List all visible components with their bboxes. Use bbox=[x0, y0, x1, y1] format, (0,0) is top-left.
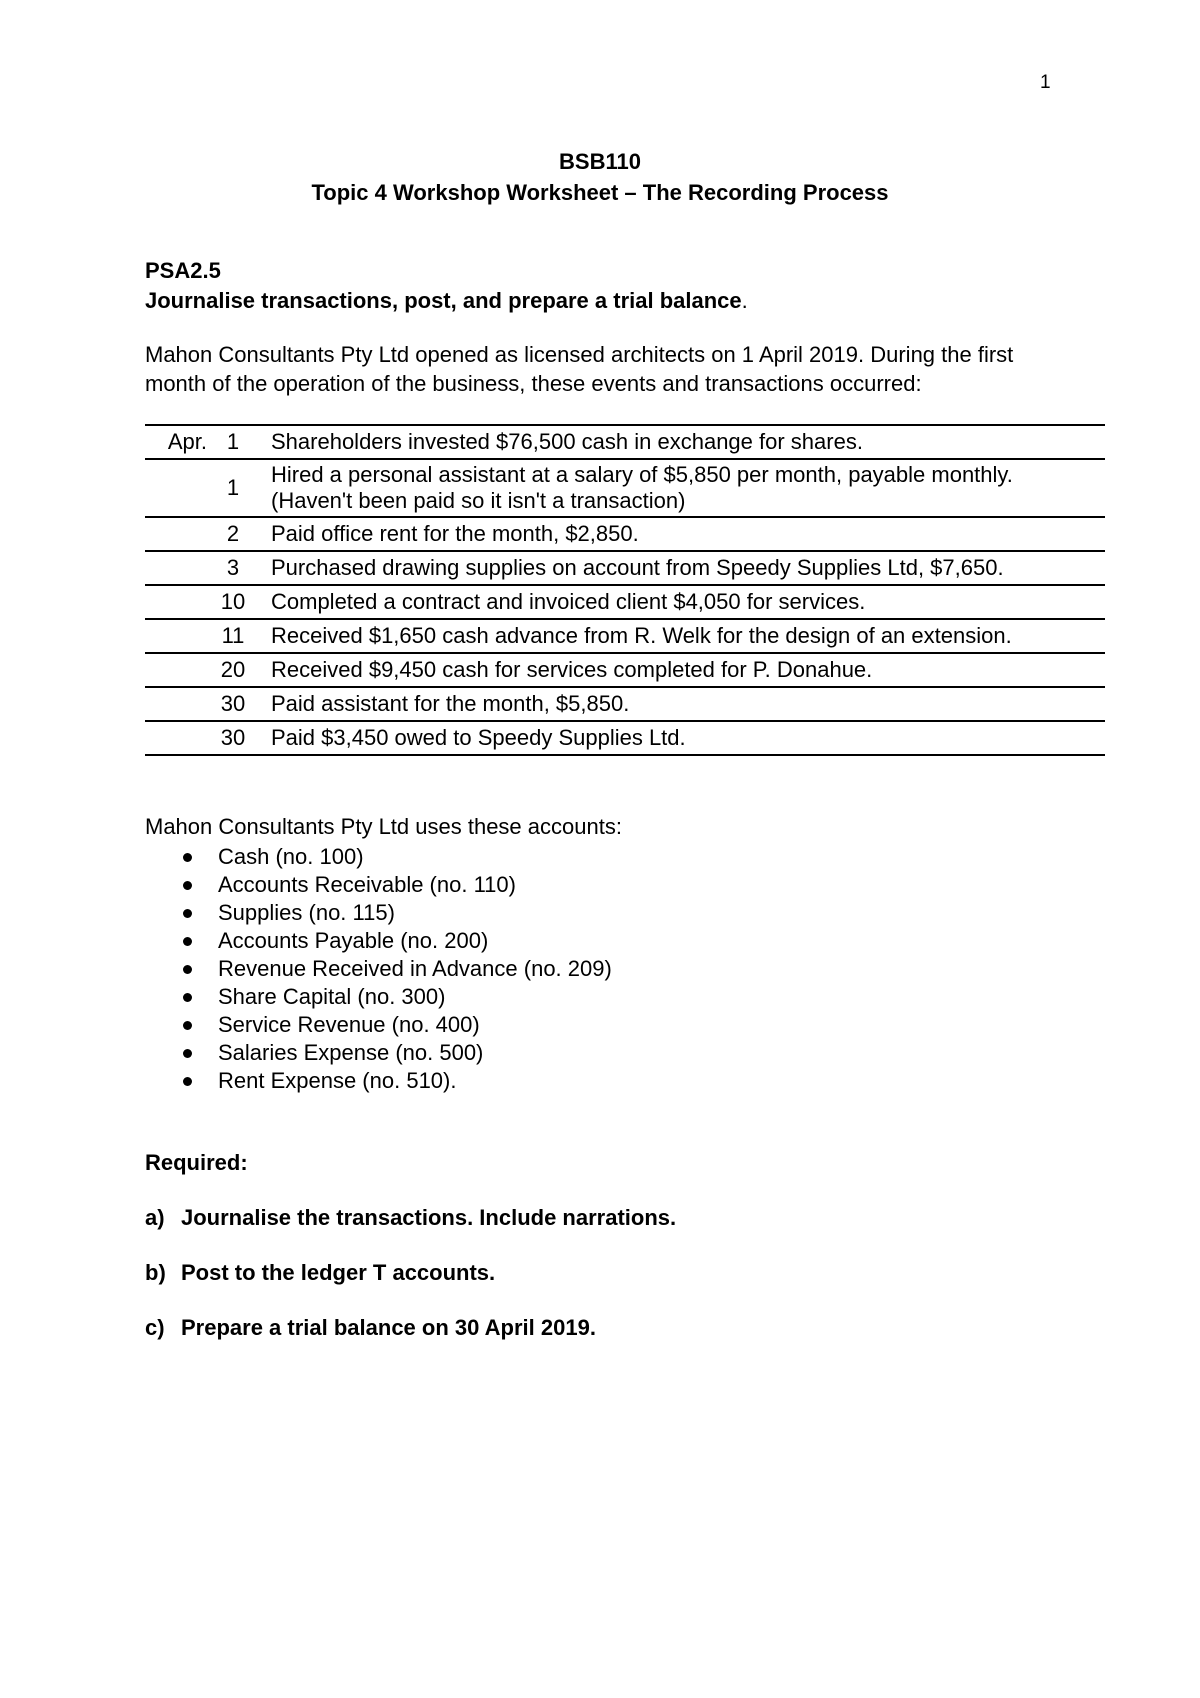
tx-desc: Paid assistant for the month, $5,850. bbox=[271, 691, 630, 716]
course-code: BSB110 bbox=[559, 149, 641, 174]
bullet-icon bbox=[183, 1049, 192, 1058]
tx-desc: Shareholders invested $76,500 cash in exchange for shares. bbox=[271, 429, 863, 454]
bullet-icon bbox=[183, 853, 192, 862]
tx-desc-line1: Hired a personal assistant at a salary of $5,850 per month, payable monthly. bbox=[271, 462, 1013, 487]
tx-day: 2 bbox=[226, 521, 240, 546]
account-label: Rent Expense (no. 510). bbox=[218, 1068, 457, 1093]
account-label: Supplies (no. 115) bbox=[218, 900, 395, 925]
bullet-icon bbox=[183, 1077, 192, 1086]
list-item bbox=[145, 899, 612, 927]
problem-title-punct: . bbox=[741, 288, 748, 313]
required-label: Required: bbox=[145, 1150, 248, 1175]
table-row bbox=[145, 551, 1105, 585]
required-item-c bbox=[145, 1315, 596, 1341]
tx-day: 30 bbox=[220, 725, 246, 750]
tx-day: 30 bbox=[220, 691, 246, 716]
problem-title bbox=[145, 288, 748, 314]
required-letter: a) bbox=[145, 1205, 165, 1230]
table-row bbox=[145, 425, 1105, 459]
tx-month: Apr. bbox=[167, 429, 207, 454]
table-row bbox=[145, 721, 1105, 755]
table-row bbox=[145, 459, 1105, 517]
table-row bbox=[145, 687, 1105, 721]
list-item bbox=[145, 1039, 612, 1067]
tx-month bbox=[145, 721, 207, 755]
tx-desc-line2: (Haven't been paid so it isn't a transaction) bbox=[271, 488, 686, 513]
account-label: Accounts Payable (no. 200) bbox=[218, 928, 489, 953]
tx-desc: Purchased drawing supplies on account from Speedy Supplies Ltd, $7,650. bbox=[271, 555, 1004, 580]
tx-day: 20 bbox=[220, 657, 246, 682]
tx-month bbox=[145, 687, 207, 721]
list-item bbox=[145, 927, 612, 955]
required-letter: b) bbox=[145, 1260, 166, 1285]
tx-desc: Paid office rent for the month, $2,850. bbox=[271, 521, 639, 546]
account-label: Service Revenue (no. 400) bbox=[218, 1012, 480, 1037]
bullet-icon bbox=[183, 881, 192, 890]
required-text: Prepare a trial balance on 30 April 2019. bbox=[181, 1315, 596, 1340]
account-label: Share Capital (no. 300) bbox=[218, 984, 446, 1009]
account-label: Cash (no. 100) bbox=[218, 844, 364, 869]
bullet-icon bbox=[183, 1021, 192, 1030]
problem-intro: Mahon Consultants Pty Ltd opened as licensed architects on 1 April 2019. During the first month of the operation of the business, these events and transactions occurred: bbox=[145, 342, 1014, 396]
table-row bbox=[145, 585, 1105, 619]
required-letter: c) bbox=[145, 1315, 165, 1340]
document-header bbox=[0, 146, 1200, 208]
required-text: Post to the ledger T accounts. bbox=[181, 1260, 496, 1285]
tx-month bbox=[145, 653, 207, 687]
accounts-list bbox=[145, 843, 612, 1095]
bullet-icon bbox=[183, 993, 192, 1002]
tx-desc bbox=[259, 459, 1105, 517]
bullet-icon bbox=[183, 937, 192, 946]
tx-day: 1 bbox=[226, 475, 240, 500]
tx-day: 3 bbox=[226, 555, 240, 580]
page-number: 1 bbox=[1040, 72, 1051, 93]
tx-desc: Completed a contract and invoiced client $4,050 for services. bbox=[271, 589, 866, 614]
tx-month bbox=[145, 517, 207, 551]
tx-month bbox=[145, 551, 207, 585]
tx-day: 1 bbox=[226, 429, 240, 454]
tx-desc: Received $9,450 cash for services completed for P. Donahue. bbox=[271, 657, 873, 682]
list-item bbox=[145, 871, 612, 899]
list-item bbox=[145, 843, 612, 871]
list-item bbox=[145, 1011, 612, 1039]
list-item bbox=[145, 1067, 612, 1095]
tx-month bbox=[145, 585, 207, 619]
tx-day: 10 bbox=[220, 589, 246, 614]
bullet-icon bbox=[183, 909, 192, 918]
problem-code: PSA2.5 bbox=[145, 258, 221, 283]
table-row bbox=[145, 517, 1105, 551]
table-row bbox=[145, 619, 1105, 653]
account-label: Salaries Expense (no. 500) bbox=[218, 1040, 484, 1065]
bullet-icon bbox=[183, 965, 192, 974]
tx-month bbox=[145, 619, 207, 653]
required-item-a bbox=[145, 1205, 676, 1231]
transactions-table bbox=[145, 424, 1105, 756]
list-item bbox=[145, 955, 612, 983]
table-row bbox=[145, 653, 1105, 687]
account-label: Accounts Receivable (no. 110) bbox=[218, 872, 516, 897]
tx-day: 11 bbox=[221, 623, 245, 648]
accounts-intro: Mahon Consultants Pty Ltd uses these accounts: bbox=[145, 814, 622, 839]
required-item-b bbox=[145, 1260, 495, 1286]
list-item bbox=[145, 983, 612, 1011]
tx-desc: Received $1,650 cash advance from R. Welk for the design of an extension. bbox=[271, 623, 1012, 648]
tx-desc: Paid $3,450 owed to Speedy Supplies Ltd. bbox=[271, 725, 686, 750]
worksheet-title: Topic 4 Workshop Worksheet – The Recording Process bbox=[311, 180, 889, 205]
required-text: Journalise the transactions. Include narrations. bbox=[181, 1205, 677, 1230]
problem-title-text: Journalise transactions, post, and prepare a trial balance bbox=[145, 288, 742, 313]
account-label: Revenue Received in Advance (no. 209) bbox=[218, 956, 612, 981]
tx-month bbox=[145, 459, 207, 517]
